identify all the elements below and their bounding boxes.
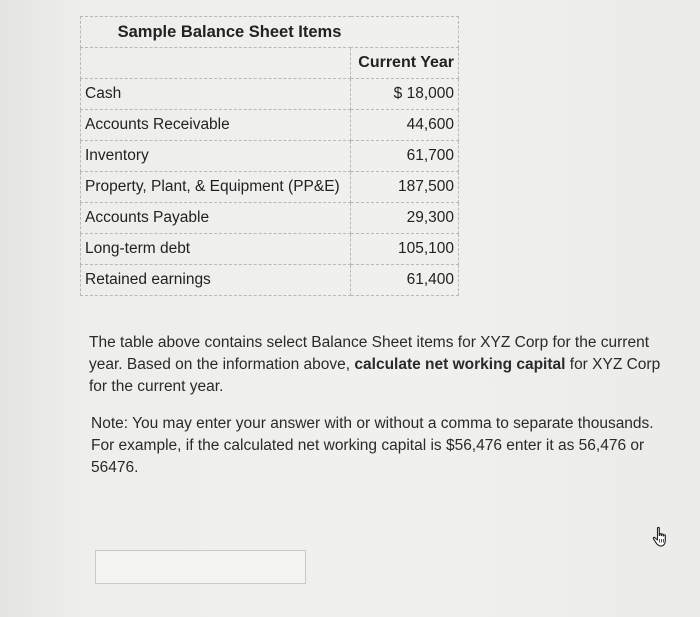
row-value: 44,600 bbox=[351, 110, 459, 141]
table-row bbox=[81, 79, 459, 110]
table-header-blank bbox=[81, 48, 351, 79]
table-row bbox=[81, 172, 459, 203]
row-value: 29,300 bbox=[351, 203, 459, 234]
row-label: Cash bbox=[81, 79, 351, 110]
table-row bbox=[81, 265, 459, 296]
row-label: Property, Plant, & Equipment (PP&E) bbox=[81, 172, 351, 203]
question-bold-text: calculate net working capital bbox=[354, 356, 566, 373]
table-title: Sample Balance Sheet Items bbox=[81, 17, 459, 48]
table-header-row bbox=[81, 48, 459, 79]
hand-pointer-icon bbox=[651, 526, 671, 548]
table-row bbox=[81, 110, 459, 141]
row-label: Long-term debt bbox=[81, 234, 351, 265]
note-text: Note: You may enter your answer with or without a comma to separate thousands. For example, if the calculated net working capital is $56,476 enter it as 56,476 or 56476. bbox=[91, 415, 654, 476]
row-value: 61,400 bbox=[351, 265, 459, 296]
row-label: Inventory bbox=[81, 141, 351, 172]
question-text-before: The table above contains select Balance Sheet items for XYZ Corp for the current year. Based on the information above, bbox=[89, 334, 650, 373]
table-row bbox=[81, 141, 459, 172]
table-row bbox=[81, 234, 459, 265]
question-text bbox=[89, 332, 681, 398]
row-value: 61,700 bbox=[351, 141, 459, 172]
row-label: Accounts Receivable bbox=[81, 110, 351, 141]
row-value: 187,500 bbox=[351, 172, 459, 203]
table-row bbox=[81, 203, 459, 234]
row-value: $ 18,000 bbox=[351, 79, 459, 110]
table-title-row bbox=[81, 17, 459, 48]
row-value: 105,100 bbox=[351, 234, 459, 265]
question-text-after: for XYZ Corp for the current year. bbox=[89, 356, 661, 395]
column-header-current-year: Current Year bbox=[351, 48, 459, 79]
row-label: Retained earnings bbox=[81, 265, 351, 296]
row-label: Accounts Payable bbox=[81, 203, 351, 234]
answer-input[interactable] bbox=[95, 550, 306, 584]
balance-sheet-table bbox=[80, 16, 459, 296]
